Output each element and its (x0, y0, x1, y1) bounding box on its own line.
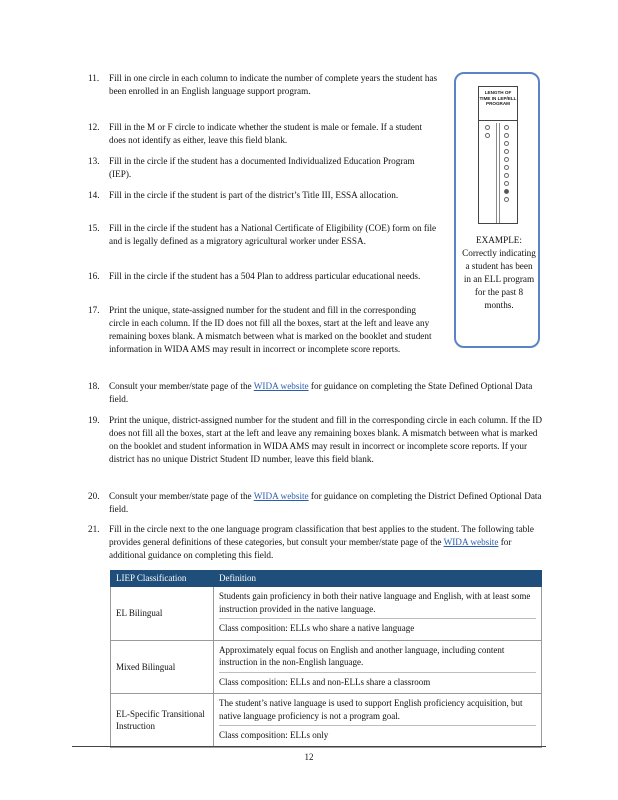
class-composition-text: Class composition: ELLs who share a native language (219, 618, 536, 638)
item-number: 13. (88, 156, 100, 166)
item-number: 16. (88, 271, 100, 281)
definition-text: Approximately equal focus on English and another language, including content instruction in the non-English language. (219, 644, 505, 667)
instruction-item (88, 523, 543, 562)
item-number: 21. (88, 524, 100, 534)
table-row (111, 640, 542, 694)
bubble-icon (504, 141, 509, 146)
years-bubble-column (481, 123, 497, 223)
classification-cell: EL Bilingual (111, 587, 214, 641)
class-composition-text: Class composition: ELLs and non-ELLs share a classroom (219, 672, 536, 692)
bubble-icon (504, 125, 509, 130)
bubble-icon (485, 125, 490, 130)
instruction-item (88, 304, 438, 356)
filled-bubble-icon (504, 189, 509, 194)
item-number: 14. (88, 190, 100, 200)
instruction-item (88, 189, 438, 202)
item-number: 18. (88, 381, 100, 391)
instruction-item (88, 270, 438, 283)
instruction-item (88, 222, 438, 248)
definition-text: Students gain proficiency in both their native language and English, with at least some instruction provided in the native language. (219, 591, 531, 614)
column-header: LIEP Classification (111, 571, 214, 587)
liep-classification-table (110, 570, 542, 748)
bubble-icon (485, 133, 490, 138)
item-text: Fill in the circle if the student has a 504 Plan to address particular educational needs. (109, 271, 421, 281)
instruction-item (88, 490, 543, 516)
table-header-row (111, 571, 542, 587)
item-text: Fill in the M or F circle to indicate whether the student is male or female. If a student does not identify as either, leave this field blank. (109, 122, 423, 145)
item-text: Fill in the circle next to the one language program classification that best applies to the student. The following table provides general definitions of these categories, but consult your member/state page of the WIDA website for additional guidance on completing this field. (109, 524, 534, 560)
item-text: Print the unique, district-assigned number for the student and fill in the corresponding circle in each column. If the ID does not fill all the boxes, start at the left and leave any remaining boxes blank. A mismatch between what is marked on the booklet and student information in WIDA AMS may result in incorrect or incomplete score reports. If your district has no unique District Student ID number, leave this field blank. (109, 415, 542, 464)
definition-cell (214, 640, 542, 694)
wida-website-link[interactable]: WIDA website (253, 381, 309, 391)
table-row (111, 694, 542, 748)
example-caption: EXAMPLE: Correctly indicating a student has been in an ELL program for the past 8 months. (462, 235, 536, 310)
form-field-illustration (478, 86, 518, 224)
instruction-item (88, 414, 543, 466)
item-text: Fill in the circle if the student has a National Certificate of Eligibility (COE) form on file and is legally defined as a migratory agricultural worker under ESSA. (109, 223, 437, 246)
item-text: Consult your member/state page of the WIDA website for guidance on completing the State Defined Optional Data field. (109, 381, 533, 404)
instruction-item (88, 155, 438, 181)
classification-cell: Mixed Bilingual (111, 640, 214, 694)
item-number: 15. (88, 223, 100, 233)
definition-text: The student’s native language is used to support English proficiency acquisition, but native language proficiency is not a program goal. (219, 698, 523, 721)
item-number: 20. (88, 491, 100, 501)
form-strip-header: LENGTH OF TIME IN LEP/ELL PROGRAM (479, 87, 517, 121)
classification-cell: EL-Specific Transitional Instruction (111, 694, 214, 748)
item-number: 11. (88, 73, 100, 83)
bubble-icon (504, 157, 509, 162)
bubble-icon (504, 173, 509, 178)
item-text: Fill in one circle in each column to indicate the number of complete years the student has been enrolled in an English language support program. (109, 73, 438, 96)
bubble-icon (504, 181, 509, 186)
instruction-item (88, 380, 543, 406)
example-callout (454, 72, 540, 348)
definition-cell (214, 694, 542, 748)
class-composition-text: Class composition: ELLs only (219, 725, 536, 745)
item-text: Fill in the circle if the student is part of the district’s Title III, ESSA allocation. (109, 190, 399, 200)
item-number: 17. (88, 305, 100, 315)
item-number: 12. (88, 122, 100, 132)
instruction-item (88, 121, 438, 147)
table-row (111, 587, 542, 641)
bubble-icon (504, 197, 509, 202)
item-text: Print the unique, state-assigned number for the student and fill in the corresponding circle in each column. If the ID does not fill all the boxes, start at the left and leave any remaining boxes blank. A mismatch between what is marked on the booklet and student information in WIDA AMS may result in incorrect or incomplete score reports. (109, 305, 432, 354)
definition-cell (214, 587, 542, 641)
instruction-item (88, 72, 438, 98)
footer-divider (72, 746, 546, 747)
months-bubble-column (499, 123, 515, 223)
item-text: Fill in the circle if the student has a documented Individualized Education Program (IEP). (109, 156, 415, 179)
page-number: 12 (304, 752, 314, 762)
item-text: Consult your member/state page of the WIDA website for guidance on completing the District Defined Optional Data field. (109, 491, 542, 514)
bubble-icon (504, 133, 509, 138)
wida-website-link[interactable]: WIDA website (253, 491, 309, 501)
column-header: Definition (214, 571, 542, 587)
bubble-icon (504, 165, 509, 170)
item-number: 19. (88, 415, 100, 425)
wida-website-link[interactable]: WIDA website (443, 537, 499, 547)
bubble-icon (504, 149, 509, 154)
